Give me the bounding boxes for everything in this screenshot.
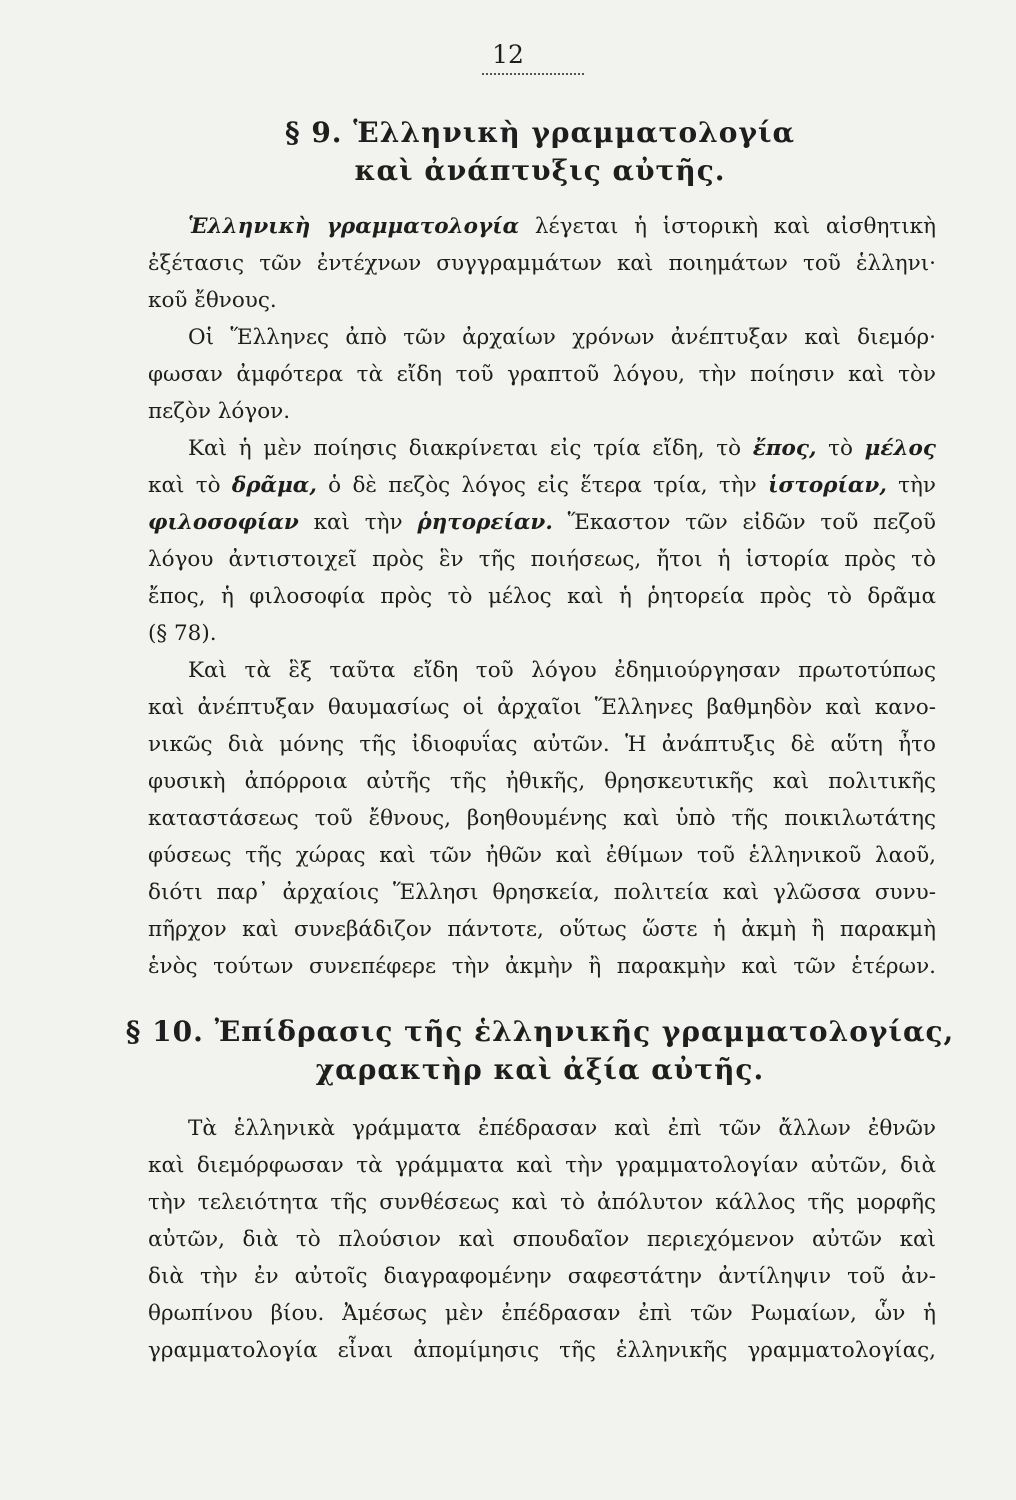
text-line: κοῦ ἔθνους. <box>148 288 277 313</box>
text-line: φωσαν ἀμφότερα τὰ εἴδη τοῦ γραπτοῦ λόγου, τὴν ποίησιν καὶ τὸν <box>148 362 936 387</box>
text-fragment: λέγεται ἡ ἱστορικὴ καὶ αἰσθητικὴ <box>519 214 936 239</box>
text-line <box>148 208 936 245</box>
text-line: ἔπος, ἡ φιλοσοφία πρὸς τὸ μέλος καὶ ἡ ῥητορεία πρὸς τὸ δρᾶμα <box>148 584 936 609</box>
text-line: (§ 78). <box>148 621 217 646</box>
heading-line: § 10. Ἐπίδρασις τῆς ἑλληνικῆς γραμματολογίας, <box>125 1015 955 1048</box>
section-10-body <box>148 1110 936 1369</box>
page-number-rule <box>482 73 584 75</box>
page-number: 12 <box>492 40 524 69</box>
text-line: λόγου ἀντιστοιχεῖ πρὸς ἓν τῆς ποιήσεως, ἤτοι ἡ ἱστορία πρὸς τὸ <box>148 547 936 572</box>
text-line: τὴν τελειότητα τῆς συνθέσεως καὶ τὸ ἀπόλυτον κάλλος τῆς μορφῆς <box>148 1190 936 1215</box>
emphasized-term: Ἑλληνικὴ γραμματολογία <box>188 214 520 239</box>
text-line: φιλοσοφίαν καὶ τὴν ῥητορείαν. Ἕκαστον τῶν εἰδῶν τοῦ πεζοῦ <box>148 510 936 535</box>
text-line: νικῶς διὰ μόνης τῆς ἰδιοφυΐας αὐτῶν. Ἡ ἀνάπτυξις δὲ αὕτη ἦτο <box>148 732 936 757</box>
text-line: καὶ ἀνέπτυξαν θαυμασίως οἱ ἀρχαῖοι Ἕλληνες βαθμηδὸν καὶ κανο- <box>148 695 936 720</box>
text-line: Οἱ Ἕλληνες ἀπὸ τῶν ἀρχαίων χρόνων ἀνέπτυξαν καὶ διεμόρ· <box>188 325 936 350</box>
text-line: διότι παρ᾽ ἀρχαίοις Ἕλλησι θρησκεία, πολιτεία καὶ γλῶσσα συνυ- <box>148 880 936 905</box>
text-line: καὶ τὸ δρᾶμα, ὁ δὲ πεζὸς λόγος εἰς ἕτερα τρία, τὴν ἱστορίαν, τὴν <box>148 473 936 498</box>
text-line: φύσεως τῆς χώρας καὶ τῶν ἠθῶν καὶ ἐθίμων τοῦ ἑλληνικοῦ λαοῦ, <box>148 843 936 868</box>
text-line: καὶ διεμόρφωσαν τὰ γράμματα καὶ τὴν γραμματολογίαν αὐτῶν, διὰ <box>148 1153 936 1178</box>
emphasized-term: δρᾶμα, <box>231 473 317 498</box>
emphasized-term: μέλος <box>864 436 936 461</box>
heading-line: καὶ ἀνάπτυξις αὐτῆς. <box>354 154 726 187</box>
text-line: θρωπίνου βίου. Ἀμέσως μὲν ἐπέδρασαν ἐπὶ τῶν Ρωμαίων, ὧν ἡ <box>148 1301 936 1326</box>
text-line: Καὶ ἡ μὲν ποίησις διακρίνεται εἰς τρία εἴδη, τὸ ἔπος, τὸ μέλος <box>188 436 936 461</box>
text-line: Καὶ τὰ ἓξ ταῦτα εἴδη τοῦ λόγου ἐδημιούργησαν πρωτοτύπως <box>188 658 936 683</box>
text-line: διὰ τὴν ἐν αὐτοῖς διαγραφομένην σαφεστάτην ἀντίληψιν τοῦ ἀν- <box>148 1264 936 1289</box>
emphasized-term: φιλοσοφίαν <box>148 510 299 535</box>
section-9-body <box>148 208 936 985</box>
heading-line: § 9. Ἑλληνικὴ γραμματολογία <box>284 116 796 149</box>
text-line: πῆρχον καὶ συνεβάδιζον πάντοτε, οὕτως ὥστε ἡ ἀκμὴ ἢ παρακμὴ <box>148 917 936 942</box>
text-line: ἐξέτασις τῶν ἐντέχνων συγγραμμάτων καὶ ποιημάτων τοῦ ἑλληνι· <box>148 251 936 276</box>
text-line: Τὰ ἑλληνικὰ γράμματα ἐπέδρασαν καὶ ἐπὶ τῶν ἄλλων ἐθνῶν <box>188 1116 936 1141</box>
section-9-heading <box>100 114 980 190</box>
emphasized-term: ῥητορείαν. <box>417 510 553 535</box>
heading-line: χαρακτὴρ καὶ ἀξία αὐτῆς. <box>315 1053 765 1086</box>
text-line: αὐτῶν, διὰ τὸ πλούσιον καὶ σπουδαῖον περιεχόμενον αὐτῶν καὶ <box>148 1227 936 1252</box>
section-10-heading <box>100 1013 980 1089</box>
text-line: πεζὸν λόγον. <box>148 399 291 424</box>
emphasized-term: ἱστορίαν, <box>768 473 887 498</box>
text-line: καταστάσεως τοῦ ἔθνους, βοηθουμένης καὶ ὑπὸ τῆς ποικιλωτάτης <box>148 806 936 831</box>
text-line: γραμματολογία εἶναι ἀπομίμησις τῆς ἑλληνικῆς γραμματολογίας, <box>148 1338 936 1363</box>
emphasized-term: ἔπος, <box>752 436 817 461</box>
text-line: φυσικὴ ἀπόρροια αὐτῆς τῆς ἠθικῆς, θρησκευτικῆς καὶ πολιτικῆς <box>148 769 936 794</box>
text-line: ἑνὸς τούτων συνεπέφερε τὴν ἀκμὴν ἢ παρακμὴν καὶ τῶν ἑτέρων. <box>148 954 936 979</box>
